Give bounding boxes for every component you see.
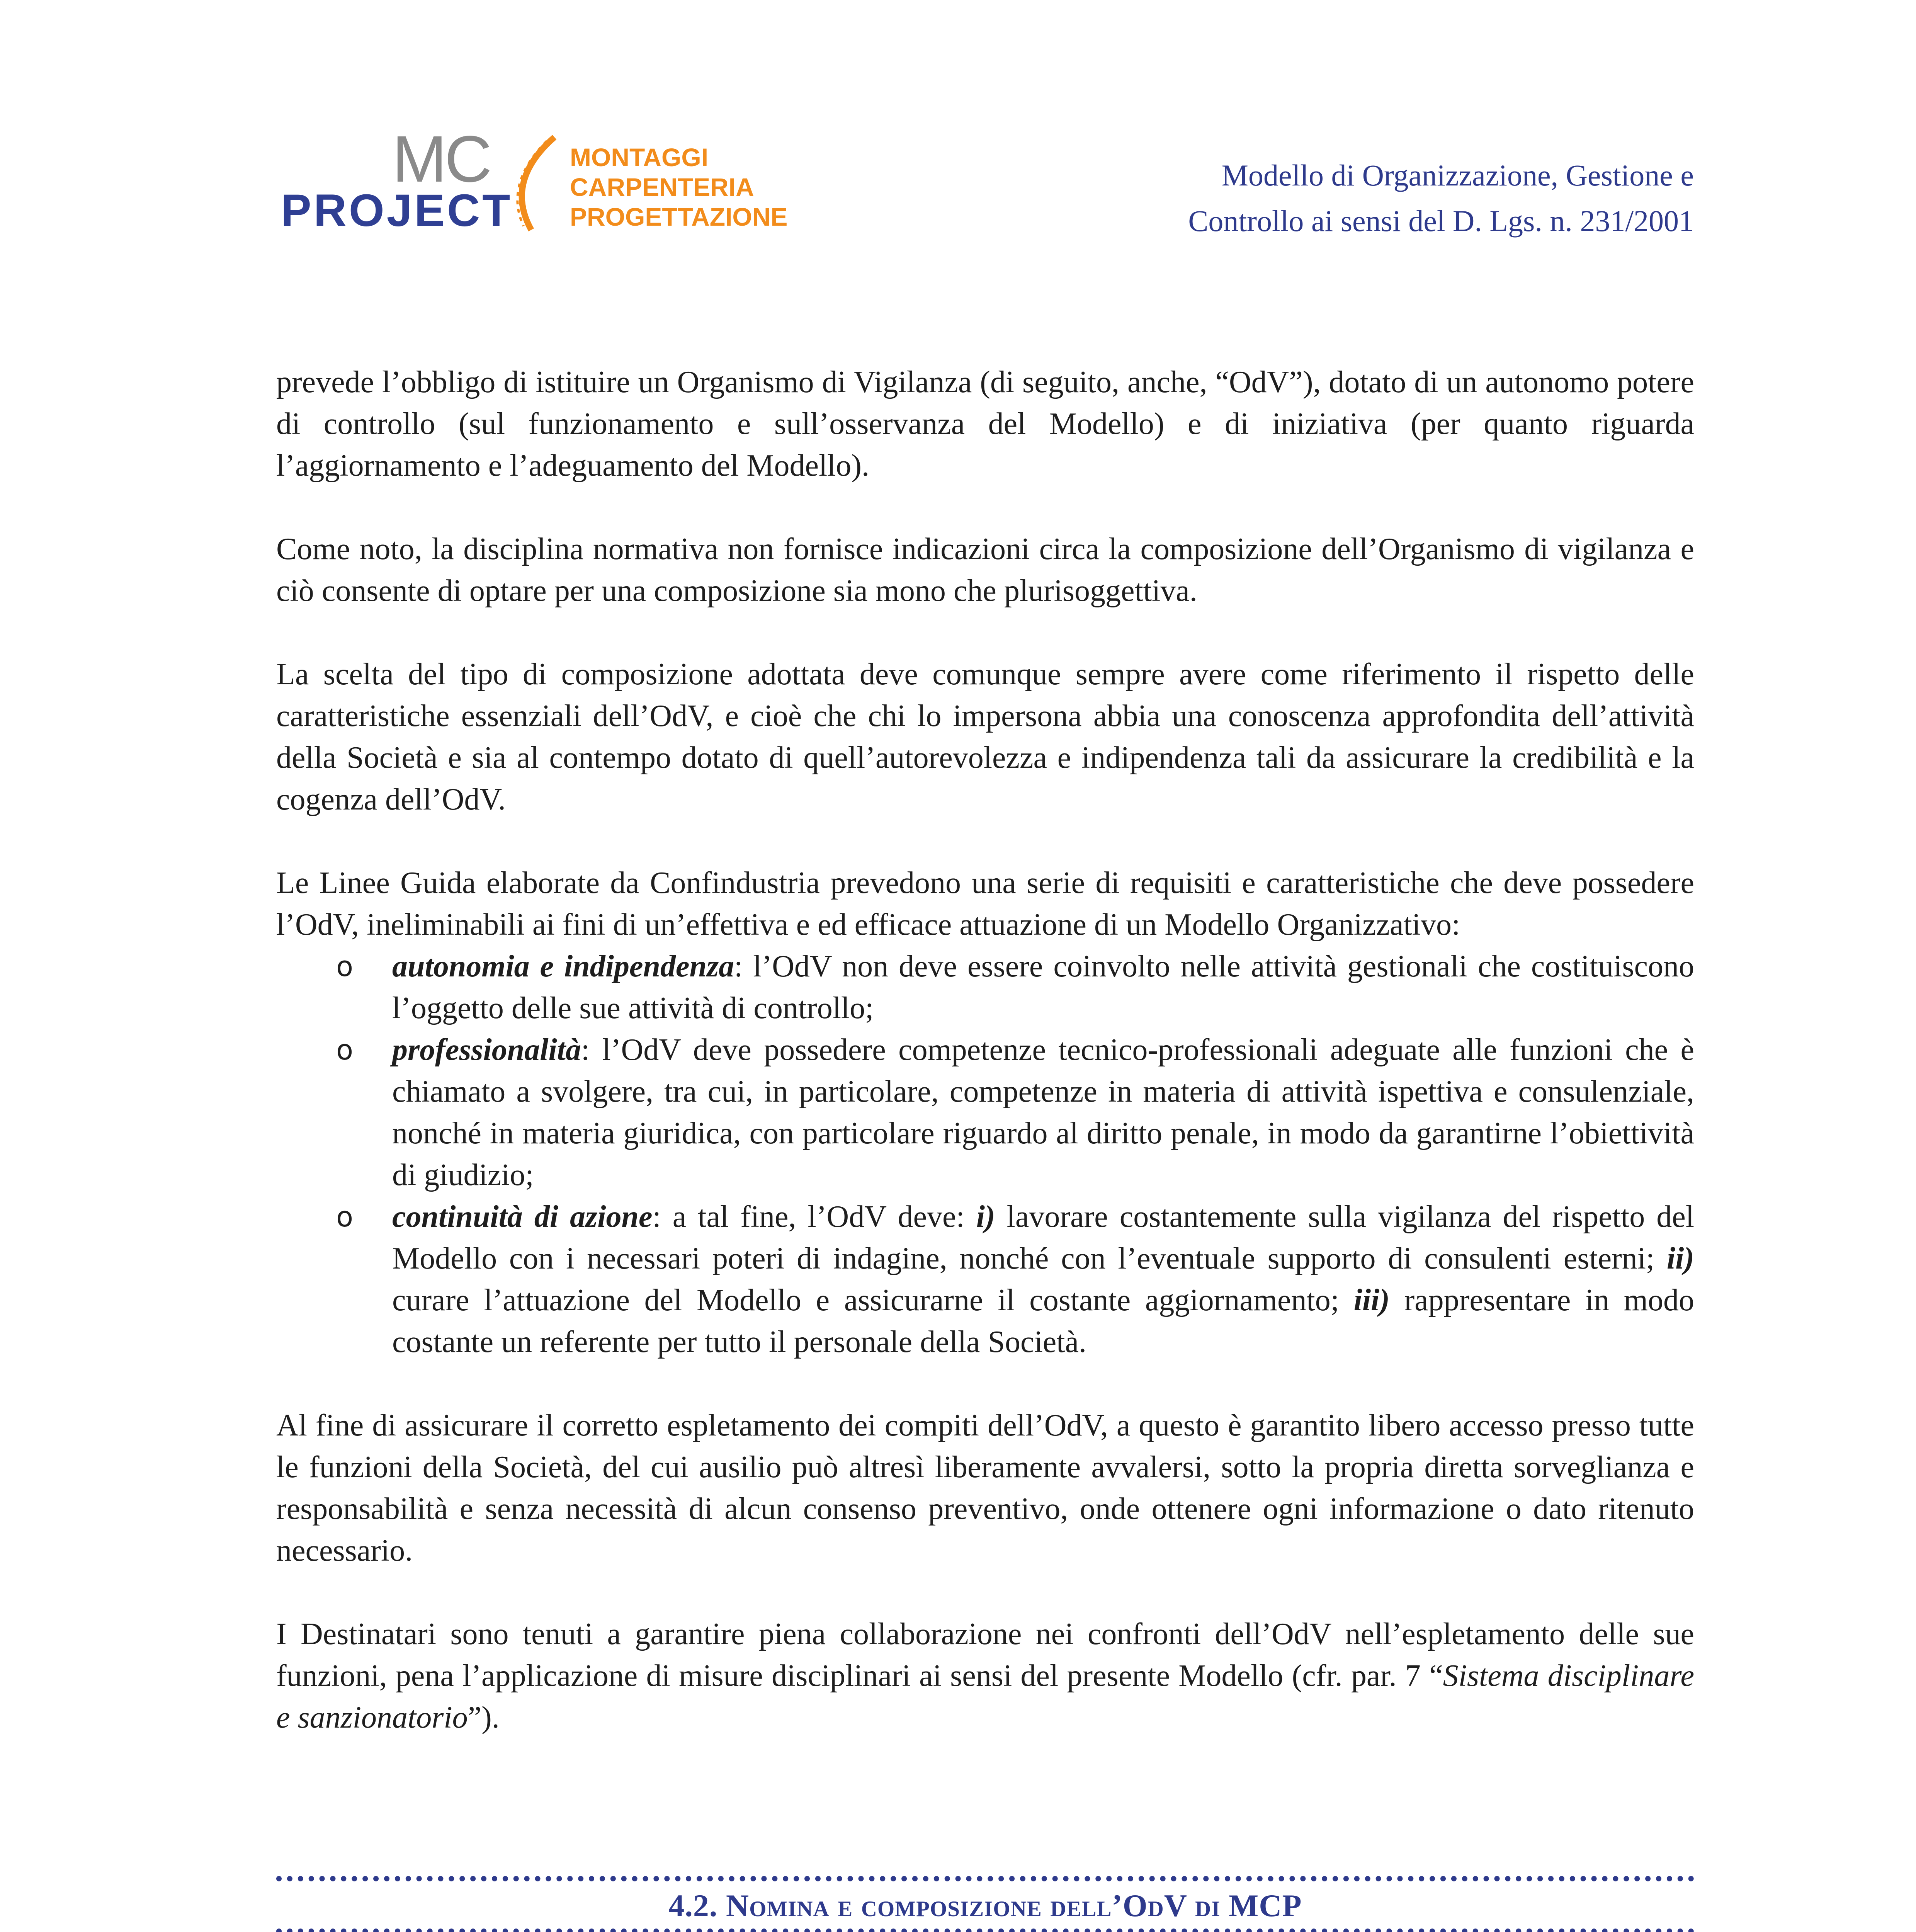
header-title-line1: Modello di Organizzazione, Gestione e: [1221, 158, 1694, 192]
section-number: 4.2.: [668, 1888, 718, 1923]
bullet-text: : l’OdV non deve essere coinvolto nelle attività gestionali che costituiscono l’oggetto delle sue attività di controllo;: [392, 949, 1695, 1025]
section-heading: [668, 1888, 1302, 1924]
logo-mc-text: MC: [392, 129, 490, 196]
bullet-text: : l’OdV deve possedere competenze tecnico-professionali adeguate alle funzioni che è chiamato a svolgere, tra cui, in particolare, competenze in materia di attività ispettiva e consulenziale, nonché in materia giuridica, con particolare riguardo al diritto penale, in modo da garantirne l’obiettività di giudizio;: [392, 1033, 1694, 1192]
enum-iii: iii): [1353, 1283, 1390, 1317]
bullet-text: curare l’attuazione del Modello e assicurarne il costante aggiornamento;: [392, 1283, 1354, 1317]
enum-i: i): [976, 1200, 995, 1234]
bullet-marker: o: [336, 950, 354, 983]
recipients-text-italic: Sistema disciplinare e sanzionatorio: [276, 1659, 1694, 1735]
header-title-line2: Controllo ai sensi del D. Lgs. n. 231/2001: [1188, 204, 1694, 238]
paragraph-composition: Come noto, la disciplina normativa non fornisce indicazioni circa la composizione dell’Organismo di vigilanza e ciò consente di optare per una composizione sia mono che plurisoggettiva.: [276, 532, 1694, 608]
recipients-text-end: ”).: [468, 1701, 500, 1735]
paragraph-recipients: [276, 1613, 1694, 1738]
bullet-marker: o: [336, 1034, 354, 1066]
paragraph-odv-obligation: prevede l’obbligo di istituire un Organismo di Vigilanza (di seguito, anche, “OdV”), dotato di un autonomo potere di controllo (sul funzionamento e sull’osservanza del Modello) e di iniziativa (per quanto riguarda l’aggiornamento e l’adeguamento del Modello).: [276, 365, 1694, 483]
bullet-text: rappresentare in modo costante un referente per tutto il personale della Società.: [392, 1283, 1695, 1359]
mc-project-logo: [276, 129, 817, 238]
logo-project-text: PROJECT: [281, 185, 513, 236]
term-professionalism: professionalità: [392, 1033, 581, 1067]
logo-line2: CARPENTERIA: [570, 173, 754, 201]
paragraph-guidelines: Le Linee Guida elaborate da Confindustria prevedono una serie di requisiti e caratteristiche che deve possedere l’OdV, ineliminabili ai fini di un’effettiva e ed efficace attuazione di un Modello Organizzativo:: [276, 866, 1694, 942]
logo-line1: MONTAGGI: [570, 143, 709, 172]
recipients-text-start: I Destinatari sono tenuti a garantire piena collaborazione nei confronti dell’OdV nell’espletamento delle sue funzioni, pena l’applicazione di misure disciplinari ai sensi del presente Modello (cfr. par. 7 “: [276, 1617, 1694, 1693]
list-item: [276, 1196, 1694, 1363]
document-header-title: [960, 153, 1694, 244]
list-item: [276, 1029, 1694, 1196]
section-heading-bar: [276, 1876, 1694, 1932]
list-item: [276, 946, 1694, 1029]
logo-swoosh-icon: [517, 137, 554, 230]
section-title: Nomina e composizione dell’OdV di MCP: [726, 1888, 1302, 1923]
bullet-marker: o: [336, 1201, 354, 1233]
bullet-text: : a tal fine, l’OdV deve:: [652, 1200, 976, 1234]
paragraph-access: Al fine di assicurare il corretto espletamento dei compiti dell’OdV, a questo è garantito libero accesso presso tutte le funzioni della Società, del cui ausilio può altresì liberamente avvalersi, sotto la propria diretta sorveglianza e responsabilità e senza necessità di alcun consenso preventivo, onde ottenere ogni informazione o dato ritenuto necessario.: [276, 1408, 1694, 1568]
paragraph-composition-choice: La scelta del tipo di composizione adottata deve comunque sempre avere come riferimento il rispetto delle caratteristiche essenziali dell’OdV, e cioè che chi lo impersona abbia una conoscenza approfondita dell’attività della Società e sia al contempo dotato di quell’autorevolezza e indipendenza tali da assicurare la credibilità e la cogenza dell’OdV.: [276, 657, 1694, 816]
term-continuity: continuità di azione: [392, 1200, 653, 1234]
logo-line3: PROGETTAZIONE: [570, 202, 788, 231]
term-autonomy: autonomia e indipendenza: [392, 949, 734, 983]
body-upper: [276, 361, 1694, 1780]
enum-ii: ii): [1666, 1242, 1694, 1276]
bullet-text: lavorare costantemente sulla vigilanza del rispetto del Modello con i necessari poteri di indagine, nonché con l’eventuale supporto di consulenti esterni;: [392, 1200, 1694, 1276]
requirements-list: [276, 946, 1694, 1363]
